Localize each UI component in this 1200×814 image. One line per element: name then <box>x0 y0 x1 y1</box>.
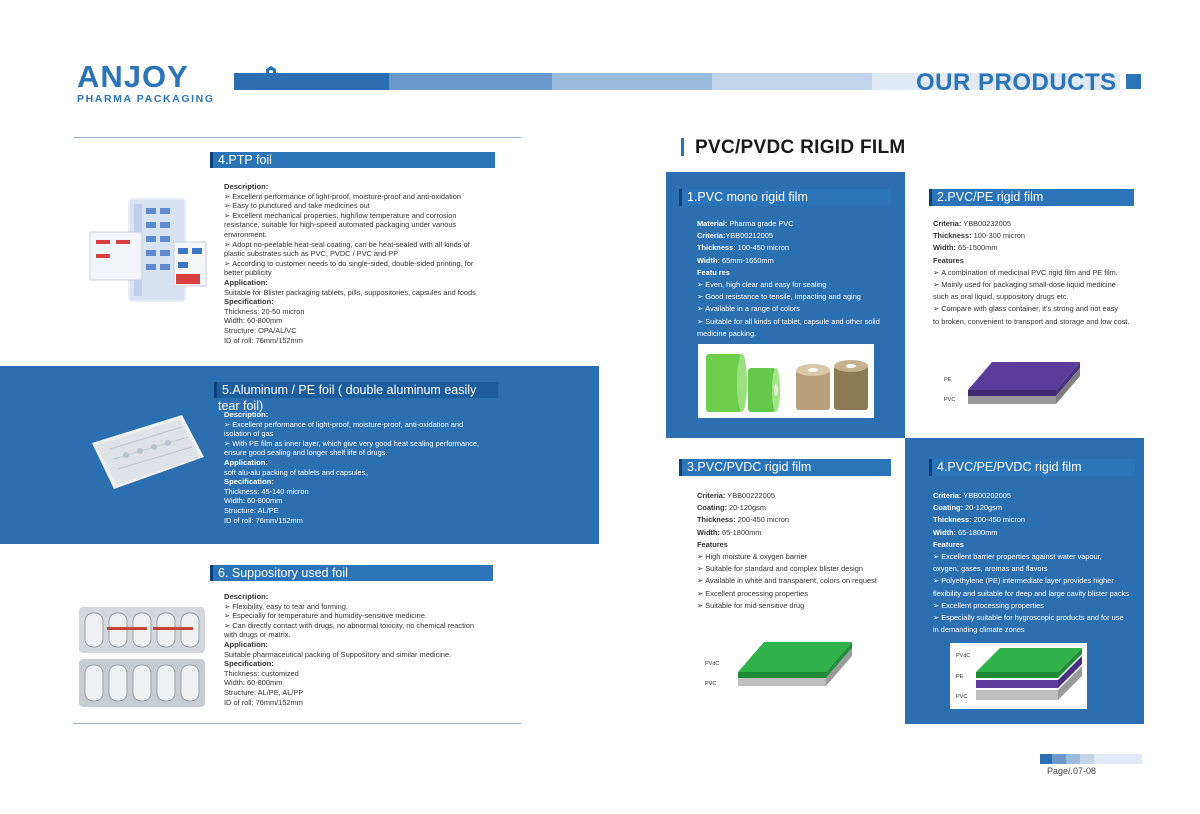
spec-key: Thickness: <box>933 231 972 241</box>
spec-value: 100-300 micron <box>971 231 1026 241</box>
spec-line: Thickness: customized <box>224 668 299 678</box>
spec-line: ➢ Flexibility, easy to tear and forming, <box>224 602 504 612</box>
spec-key: Criteria: <box>697 491 726 500</box>
spec-line: ➢ Excellent mechanical properties, high/low temperature and corrosion <box>224 211 504 221</box>
spec-line: ➢ Easy to punctured and take medicines out <box>224 201 504 211</box>
spec-key: Features <box>933 255 964 265</box>
spec-line: ensure good sealing and longer shelf life of drugs. <box>224 448 388 458</box>
spec-line: ID of roll: 76mm/152mm <box>224 515 303 525</box>
spec-line: ➢ According to customer needs to do single-sided, double-sided printing, for <box>224 259 504 269</box>
spec-heading: Application: <box>224 457 268 467</box>
spec-line <box>933 303 1143 315</box>
spec-line <box>697 502 902 514</box>
panel-title-pvc-pe <box>929 189 1134 206</box>
spec-line <box>697 563 902 575</box>
spec-value: flexibility and suitable for deep and large cavity blister packs <box>933 588 1129 598</box>
spec-value: 65-1500mm <box>955 243 998 253</box>
spec-value: 65-1800mm <box>955 527 998 537</box>
spec-line: Thickness: 20-50 micron <box>224 306 305 316</box>
spec-line <box>697 527 902 539</box>
spec-line: ➢ Especially for temperature and humidity-sensitive medicine. <box>224 611 504 621</box>
suppository-foil-image <box>77 603 207 711</box>
page-title: OUR PRODUCTS <box>916 69 1117 96</box>
spec-line <box>933 218 1143 230</box>
spec-line: Thickness: 45-140 micron <box>224 486 309 496</box>
spec-value: Good resistance to tensile, impacting and aging <box>705 292 861 302</box>
spec-line <box>933 291 1143 303</box>
spec-line <box>697 316 897 328</box>
spec-line <box>697 291 897 303</box>
spec-line <box>933 612 1138 624</box>
spec-line: ➢ Adopt no-peelable heat-seal coating, can be heat-sealed with all kinds of <box>224 240 504 250</box>
panel-title-pvc-pe-pvdc <box>929 459 1135 476</box>
spec-value: Compare with glass container, it’s strong and not easy <box>941 304 1119 314</box>
layer-label-pvc: PVC <box>705 681 717 687</box>
spec-value: 20-120gsm <box>962 503 1002 513</box>
spec-line <box>933 279 1143 291</box>
spec-line <box>697 218 897 230</box>
spec-key: Criteria: <box>933 219 962 228</box>
spec-value: medicine packing. <box>697 328 757 338</box>
spec-key: Width: <box>933 527 956 537</box>
spec-line <box>933 255 1143 267</box>
spec-heading: Description: <box>224 182 269 191</box>
spec-key: Thickness: <box>933 515 972 525</box>
spec-value: Suitable for standard and complex blister design <box>705 564 863 574</box>
spec-value: such as oral liquid, suppository drugs etc. <box>933 292 1069 302</box>
spec-key: Criteria: <box>697 231 726 241</box>
spec-line: Width: 60-800mm <box>224 496 283 506</box>
section-title-aluminum <box>214 382 498 413</box>
spec-key: Features <box>697 539 728 549</box>
spec-line <box>697 551 902 563</box>
spec-heading: Specification: <box>224 477 274 487</box>
spec-line: resistance, suitable for high-speed automated packaging under various <box>224 220 457 230</box>
header-gradient-bar <box>234 73 389 90</box>
spec-line <box>933 242 1143 254</box>
layer-label-pvdc: PVdC <box>705 661 720 667</box>
spec-line <box>933 267 1143 279</box>
spec-line <box>933 588 1138 600</box>
spec-line: Suitable for Blister packaging tablets, pills, suppositories, capsules and foods <box>224 287 476 297</box>
spec-line: Structure: AL/PE, AL/PP <box>224 687 304 697</box>
spec-heading: Specification: <box>224 659 274 669</box>
spec-key: Criteria: <box>933 491 962 500</box>
spec-line: Suitable pharmaceutical packing of Suppository and similar medicine. <box>224 649 452 659</box>
spec-value: Polyethylene (PE) intermediate layer provides higher <box>941 576 1114 586</box>
aluminum-foil-image <box>86 397 208 503</box>
spec-line: better publicity <box>224 268 272 278</box>
spec-value: Excellent processing properties <box>705 588 808 598</box>
spec-line <box>933 563 1138 575</box>
spec-line: ID of roll: 76mm/152mm <box>224 335 303 345</box>
spec-line <box>933 490 1138 502</box>
suppository-description <box>224 592 504 707</box>
spec-value: Available in a range of colors <box>705 304 800 314</box>
spec-value: 100-450 micron <box>735 243 790 253</box>
spec-key: Width: <box>697 255 720 265</box>
brand-logo <box>77 59 215 105</box>
spec-line: Width: 60-800mm <box>224 316 283 326</box>
spec-value: YBB00212005 <box>725 231 774 241</box>
pvc-rolls-image <box>698 344 874 418</box>
spec-line <box>697 255 897 267</box>
spec-value: Excellent processing properties <box>941 600 1044 610</box>
ptp-foil-image <box>80 190 212 310</box>
brand-name: ANJOY <box>77 59 189 94</box>
spec-key: Width: <box>933 243 956 253</box>
panel-title-text: 4.PVC/PE/PVDC rigid film <box>937 460 1082 474</box>
spec-heading: Application: <box>224 277 268 287</box>
section-title-text: 4.PTP foil <box>218 153 272 167</box>
header-gradient-bar-segment <box>552 73 712 90</box>
spec-value: oxygen, gases, aromas and flavors <box>933 564 1048 574</box>
spec-line <box>697 539 902 551</box>
panel-title-text: 3.PVC/PVDC rigid film <box>687 460 812 474</box>
pvc-pvdc-specs <box>697 490 902 612</box>
layer-label-pvc: PVC <box>956 694 968 700</box>
spec-value: High moisture & oxygen barrier <box>705 552 808 562</box>
pvc-pe-specs <box>933 218 1143 328</box>
spec-line: ➢ Can directly contact with drugs, no abnormal toxicity, no chemical reaction <box>224 621 504 631</box>
spec-line <box>933 575 1138 587</box>
spec-line <box>697 328 897 340</box>
aluminum-description <box>224 410 504 525</box>
pvc-pe-layer-diagram <box>964 360 1082 406</box>
spec-line <box>933 230 1143 242</box>
spec-line <box>697 230 897 242</box>
spec-line <box>697 267 897 279</box>
spec-heading: Specification: <box>224 297 274 307</box>
spec-line <box>697 575 902 587</box>
rigid-film-title: PVC/PVDC RIGID FILM <box>681 137 906 159</box>
spec-key: Width: <box>697 527 720 537</box>
spec-line <box>933 527 1138 539</box>
spec-value: A combination of medicinal PVC rigid film and PE film. <box>941 267 1118 277</box>
brand-tagline: PHARMA PACKAGING <box>77 93 215 105</box>
spec-line <box>697 279 897 291</box>
spec-value: 200-450 micron <box>735 515 790 525</box>
spec-value: YBB00222005 <box>725 491 775 500</box>
spec-value: Suitable for mid sensitive drug <box>705 600 805 610</box>
divider <box>73 137 521 138</box>
spec-heading: Description: <box>224 410 269 419</box>
layer-label-pvdc: PVdC <box>956 653 971 659</box>
spec-key: Coating: <box>697 503 727 513</box>
spec-value: 65mm-1650mm <box>719 255 774 265</box>
section-title-text: 5.Aluminum / PE foil ( double aluminum easily tear foil) <box>218 383 477 413</box>
spec-value: Pharma grade PVC <box>727 219 794 228</box>
spec-value: Suitable for all kinds of tablet, capsule and other solid <box>705 316 880 326</box>
spec-value: 65-1800mm <box>719 527 762 537</box>
spec-value: Excellent barrier properties against water vapour, <box>941 552 1102 562</box>
panel-title-pvc-pvdc <box>679 459 891 476</box>
spec-line: with drugs or matrix. <box>224 630 291 640</box>
spec-line: Structure: OPA/AL/VC <box>224 325 297 335</box>
spec-value: YBB00232005 <box>961 219 1011 228</box>
spec-key: Featu res <box>697 267 730 277</box>
layer-label-pe: PE <box>944 377 952 383</box>
pvc-pe-pvdc-layer-diagram <box>972 646 1084 704</box>
spec-line <box>697 600 902 612</box>
spec-key: Material: <box>697 219 728 228</box>
header-gradient-bar-segment <box>712 73 872 90</box>
spec-line <box>697 588 902 600</box>
spec-value: 20-120gsm <box>726 503 766 513</box>
spec-line: soft alu-alu packing of tablets and capsules。 <box>224 467 373 477</box>
spec-value: in demanding climate zones <box>933 625 1025 635</box>
spec-line <box>933 624 1138 636</box>
panel-title-text: 2.PVC/PE rigid film <box>937 190 1044 204</box>
pvc-pvdc-layer-diagram <box>734 640 854 688</box>
spec-line <box>697 303 897 315</box>
spec-line: isolation of gas <box>224 429 274 439</box>
page-number: Page/.07-08 <box>1047 766 1097 776</box>
spec-line <box>697 514 902 526</box>
spec-heading: Description: <box>224 592 269 601</box>
panel-title-pvc-mono <box>679 189 890 206</box>
spec-value: to broken, convenient to transport and storage and low cost. <box>933 316 1130 326</box>
divider <box>73 723 521 724</box>
spec-line: Width: 60-800mm <box>224 678 283 688</box>
spec-line <box>933 514 1138 526</box>
spec-line: environment. <box>224 229 267 239</box>
pvc-pe-pvdc-specs <box>933 490 1138 636</box>
spec-line: ➢ Excellent performance of light-proof, moisture-proof, anti-oxidation and <box>224 420 504 430</box>
spec-value: 200-450 micron <box>971 515 1026 525</box>
header-gradient-bar-segment <box>389 73 552 90</box>
spec-line: ➢ With PE film as inner layer, which give very good heat sealing performance, <box>224 439 504 449</box>
spec-key: Thickness: <box>697 515 736 525</box>
spec-key: Features <box>933 539 964 549</box>
spec-line <box>697 490 902 502</box>
spec-key: Coating: <box>933 503 963 513</box>
spec-value: Mainly used for packaging small-dose liquid medicine <box>941 280 1116 290</box>
spec-line <box>933 316 1143 328</box>
spec-line <box>933 539 1138 551</box>
spec-heading: Application: <box>224 639 268 649</box>
spec-value: YBB00202005 <box>961 491 1011 500</box>
spec-key: Thickness: <box>697 243 736 253</box>
spec-line: plastic substrates such as PVC, PVDC / PVC and PP <box>224 249 399 259</box>
layer-label-pe: PE <box>956 674 964 680</box>
title-square-marker <box>1126 74 1141 89</box>
pvc-mono-specs <box>697 218 897 340</box>
spec-line <box>697 242 897 254</box>
spec-line <box>933 502 1138 514</box>
spec-value: Even, high clear and easy for sealing <box>705 280 827 290</box>
spec-line: ➢ Excellent performance of light-proof, moisture-proof and anti-oxidation <box>224 192 504 202</box>
spec-line <box>933 551 1138 563</box>
section-title-text: 6. Suppository used foil <box>218 566 348 580</box>
spec-line: Structure: AL/PE <box>224 505 279 515</box>
spec-line: ID of roll: 76mm/152mm <box>224 697 303 707</box>
spec-value: Available in white and transparent, colors on request <box>705 576 877 586</box>
spec-value: Especially suitable for hygroscopic products and for use <box>941 613 1124 623</box>
spec-line <box>933 600 1138 612</box>
section-title-suppository <box>210 565 493 581</box>
panel-title-text: 1.PVC mono rigid film <box>687 190 808 204</box>
layer-label-pvc: PVC <box>944 397 956 403</box>
section-title-ptp <box>210 152 495 168</box>
ptp-description <box>224 182 504 345</box>
